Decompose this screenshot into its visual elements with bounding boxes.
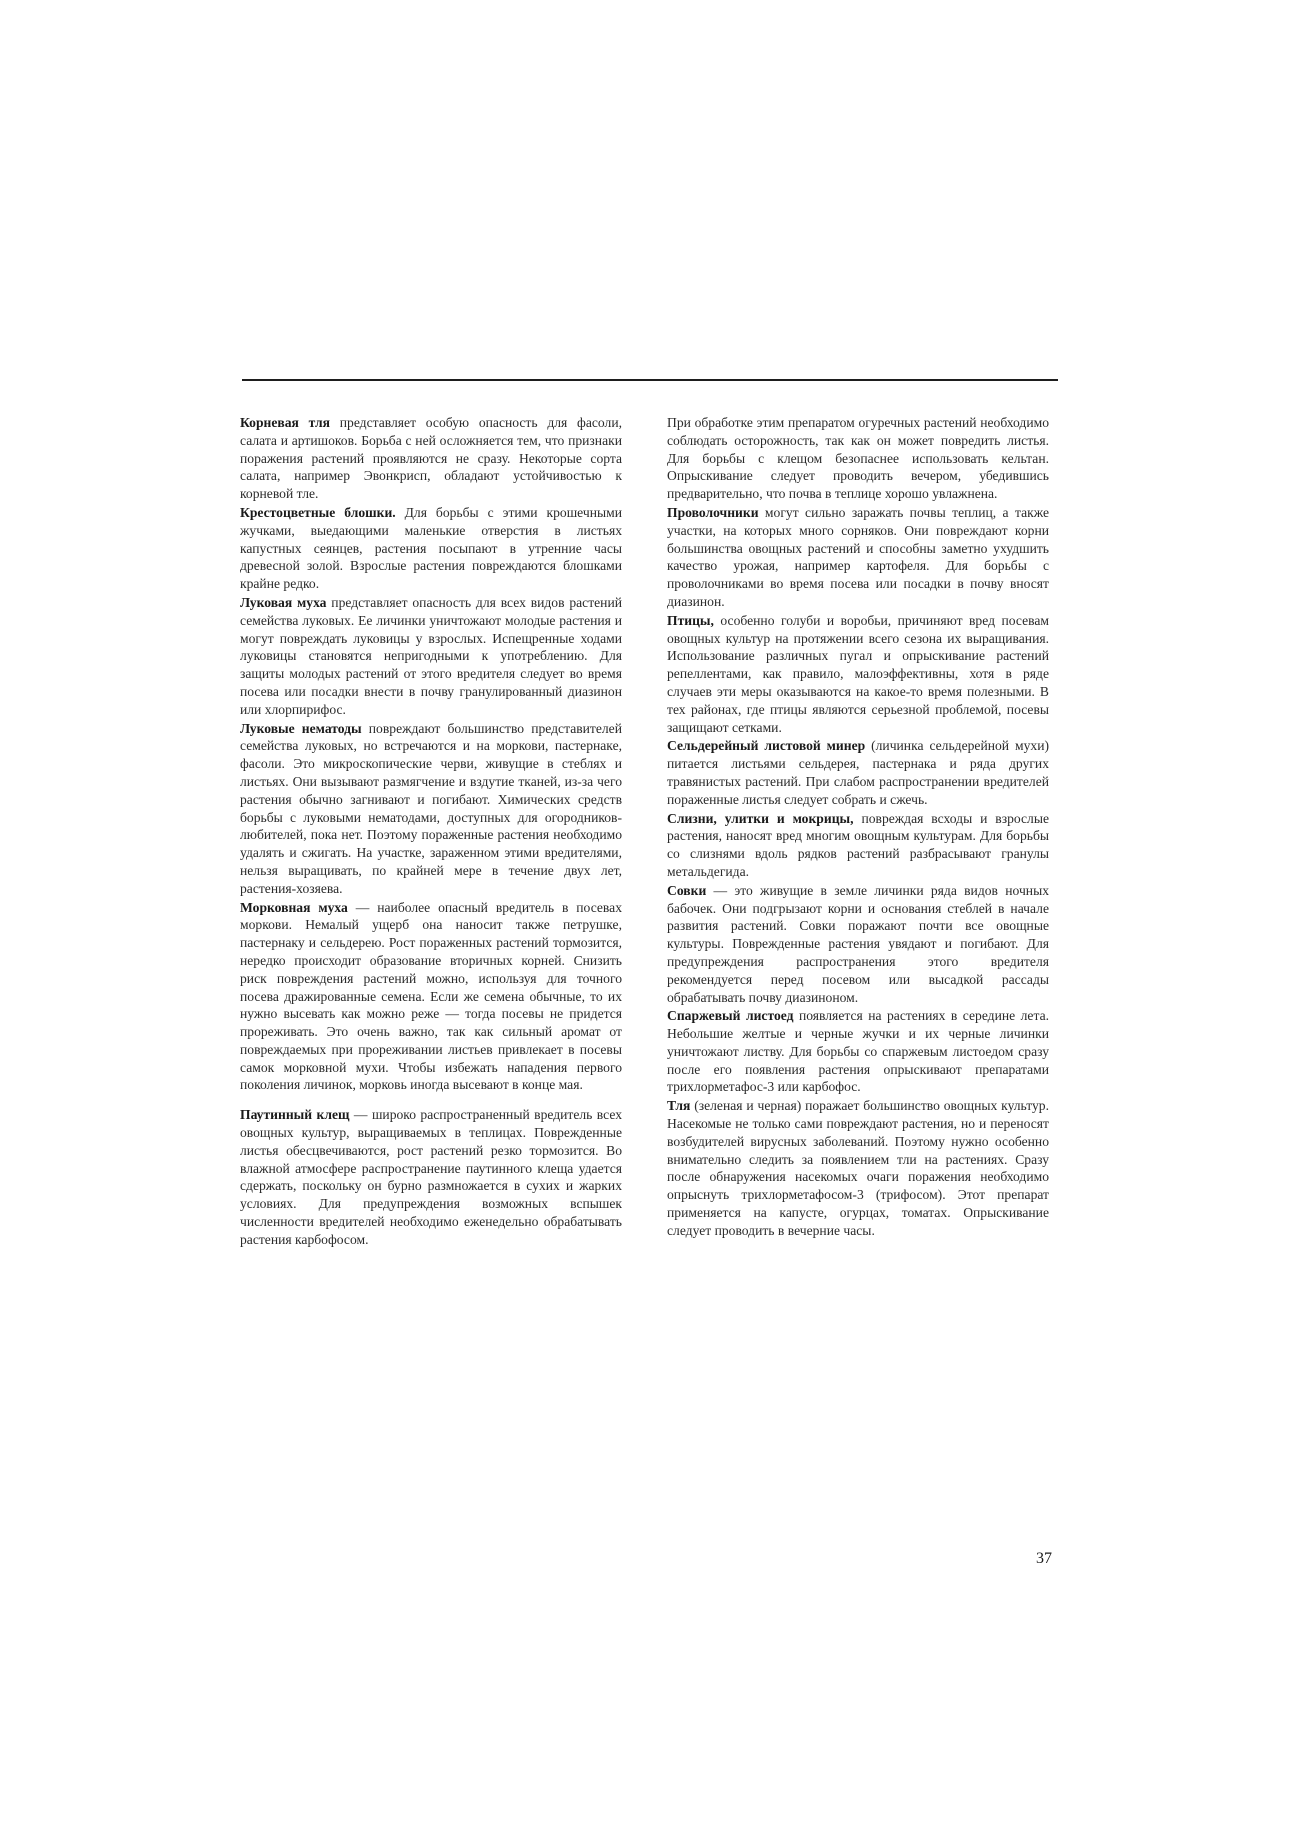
entry-slugs-snails: [667, 810, 1049, 881]
entry-wireworms: [667, 504, 1049, 611]
entry-spider-mite-cont: [667, 414, 1049, 503]
entry-aphid: [667, 1097, 1049, 1239]
entry-text: — это живущие в земле личинки ряда видов ночных бабочек. Они подгрызают корни и основания стеблей в начале развития растений. Совки поражают почти все овощные культуры. Поврежденные растения увядают и погибают. Для предупреждения распространения этого вредителя рекомендуется перед посевом или высадкой рассады обрабатывать почву диазиноном.: [667, 882, 1049, 1005]
entry-root-aphid: [240, 414, 622, 503]
entry-term: Спаржевый листоед: [667, 1008, 794, 1024]
entry-text: представляет опасность для всех видов растений семейства луковых. Ее личинки уничтожают молодые растения и могут повреждать луковицы у взрослых. Испещренные ходами луковицы становятся непригодными к употреблению. Для защиты молодых растений от этого вредителя следует во время посева или посадки внести в почву гранулированный диазинон или хлорпирифос.: [240, 594, 622, 717]
header-rule: [242, 379, 1058, 381]
entry-text: могут сильно заражать почвы теплиц, а также участки, на которых много сорняков. Они повреждают корни большинства овощных растений и способны заметно ухудшить качество урожая, например картофеля. Для борьбы с проволочниками во время посева или посадки в почву вносят диазинон.: [667, 504, 1049, 609]
entry-term: Проволочники: [667, 504, 759, 520]
entry-carrot-fly: [240, 899, 622, 1095]
entry-text: (личинка сельдерейной мухи) питается листьями сельдерея, пастернака и ряда других травянистых растений. При слабом распространении вредителей пораженные листья следует собрать и сжечь.: [667, 738, 1049, 807]
entry-text: повреждая всходы и взрослые растения, наносят вред многим овощным культурам. Для борьбы со слизнями вдоль рядков растений разбрасывают гранулы метальдегида.: [667, 810, 1049, 879]
left-column: [240, 414, 622, 1250]
entry-birds: [667, 612, 1049, 737]
entry-term: Луковые нематоды: [240, 720, 362, 736]
page-number: 37: [1036, 1550, 1052, 1567]
entry-term: Луковая муха: [240, 594, 327, 610]
entry-text: особенно голуби и воробьи, причиняют вред посевам овощных культур на протяжении всего сезона их выращивания. Использование различных пугал и опрыскивание растений репеллентами, как правило, малоэффективны, хотя в ряде случаев эти меры оказываются на какое-то время полезными. В тех районах, где птицы являются серьезной проблемой, посевы защищают сетками.: [667, 612, 1049, 735]
entry-term: Морковная муха: [240, 899, 348, 915]
entry-term: Корневая тля: [240, 415, 330, 430]
entry-term: Слизни, улитки и мокрицы,: [667, 810, 854, 826]
entry-flea-beetles: [240, 504, 622, 593]
entry-text: — широко распространенный вредитель всех овощных культур, выращиваемых в теплицах. Поврежденные листья обесцвечиваются, рост растений резко тормозится. Во влажной атмосфере распространение паутинного клеща удается сдержать, поскольку он бурно размножается в сухих и жарких условиях. Для предупреждения возможных вспышек численности вредителей необходимо еженедельно обрабатывать растения карбофосом.: [240, 1107, 622, 1247]
entry-term: Тля: [667, 1098, 691, 1114]
entry-celery-leaf-miner: [667, 737, 1049, 808]
entry-onion-nematodes: [240, 720, 622, 898]
entry-cutworms: [667, 882, 1049, 1007]
entry-text: появляется на растениях в середине лета. Небольшие желтые и черные жучки и их черные личинки уничтожают листву. Для борьбы со спаржевым листоедом сразу после его появления растения опрыскивают препаратами трихлорметафос-3 или карбофос.: [667, 1008, 1050, 1095]
entry-text: представляет особую опасность для фасоли, салата и артишоков. Борьба с ней осложняется тем, что признаки поражения растений проявляются не сразу. Некоторые сорта салата, например Эвонкрисп, обладают устойчивостью к корневой тле.: [240, 415, 622, 502]
right-column: [667, 414, 1049, 1241]
entry-text: При обработке этим препаратом огуречных растений необходимо соблюдать осторожность, так как он может повредить листья. Для борьбы с клещом безопаснее использовать кельтан. Опрыскивание следует проводить вечером, убедившись предварительно, что почва в теплице хорошо увлажнена.: [667, 415, 1049, 502]
entry-term: Крестоцветные блошки.: [240, 504, 396, 520]
entry-asparagus-beetle: [667, 1007, 1049, 1096]
entry-term: Сельдерейный листовой минер: [667, 738, 866, 754]
entry-onion-fly: [240, 594, 622, 719]
entry-text: повреждают большинство представителей семейства луковых, но встречаются и на моркови, пастернаке, фасоли. Это микроскопические черви, живущие в стеблях и листьях. Они вызывают размягчение и вздутие тканей, из-за чего растения обычно загнивают и погибают. Химических средств борьбы с луковыми нематодами, доступных для огородников-любителей, пока нет. Поэтому пораженные растения необходимо удалять и сжигать. На участке, зараженном этими вредителями, нельзя выращивать, по крайней мере в течение двух лет, растения-хозяева.: [240, 720, 622, 896]
entry-spider-mite: [240, 1106, 622, 1248]
entry-text: Для борьбы с этими крошечными жучками, выедающими маленькие отверстия в листьях капустных сеянцев, растения посыпают в утренние часы древесной золой. Взрослые растения повреждаются блошками крайне редко.: [240, 504, 622, 592]
entry-term: Совки: [667, 882, 707, 898]
entry-text: — наиболее опасный вредитель в посевах моркови. Немалый ущерб она наносит также петрушке, пастернаку и сельдерею. Рост пораженных растений тормозится, нередко происходит образование вторичных корней. Снизить риск повреждения растений можно, используя для точного посева дражированные семена. Если же семена обычные, то их нужно высевать как можно реже — тогда посевы не придется прореживать. Это очень важно, так как сильный аромат от повреждаемых при прореживании листьев привлекает в посевы самок морковной мухи. Чтобы избежать нападения первого поколения личинок, морковь иногда высевают в конце мая.: [240, 899, 622, 1093]
entry-text: (зеленая и черная) поражает большинство овощных культур. Насекомые не только сами повреждают растения, но и переносят возбудителей вирусных заболеваний. Поэтому нужно особенно внимательно следить за появлением тли на растениях. Сразу после обнаружения насекомых очаги поражения необходимо опрыснуть трихлорметафосом-3 (трифосом). Этот препарат применяется на капусте, огурцах, томатах. Опрыскивание следует проводить в вечерние часы.: [667, 1098, 1049, 1238]
entry-term: Птицы,: [667, 612, 714, 628]
entry-term: Паутинный клещ: [240, 1107, 350, 1123]
